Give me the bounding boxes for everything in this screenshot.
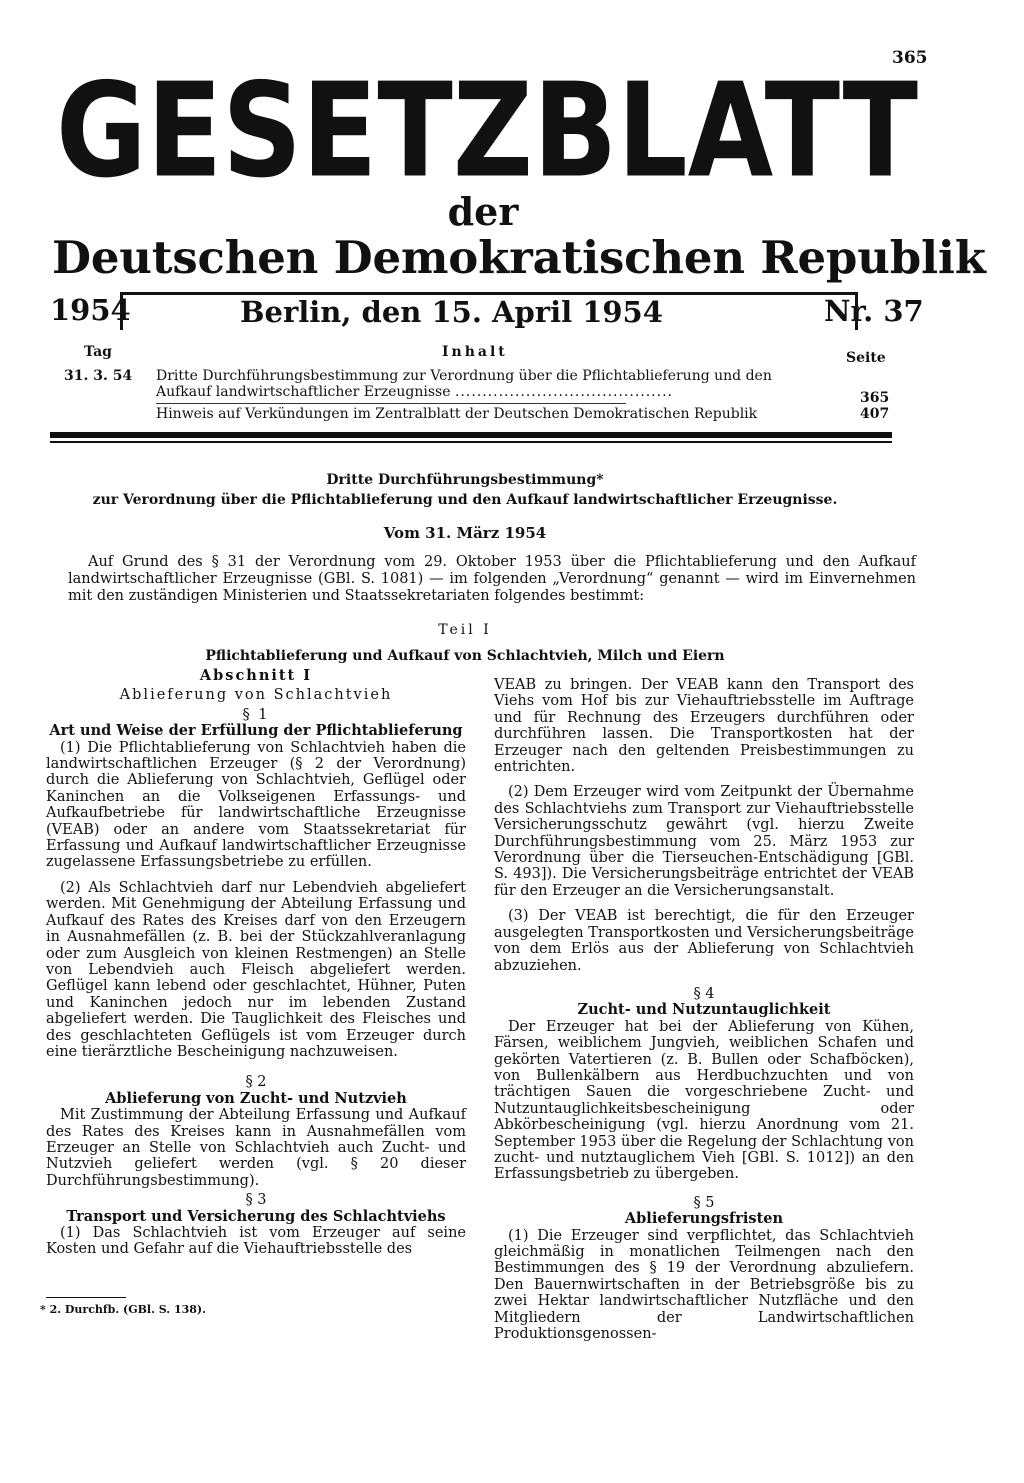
- paragraph-text: (1) Die Pflichtablieferung von Schlachtvieh haben die landwirtschaftlichen Erzeuger (§ 2 der Verordnung) durch die Ablieferung von Schlachtvieh, Geflügel oder Kaninchen an die Volkseigenen Erfassungs- und Aufkaufbetriebe für landwirtschaftliche Erzeugnisse (VEAB) oder an andere vom Staatssekretariat für Erfassung und Aufkauf landwirtschaftlicher Erzeugnisse zugelassene Erfassungsbetriebe zu erfüllen.: [46, 739, 466, 871]
- right-column: [494, 677, 914, 1342]
- paragraph-title: Transport und Versicherung des Schlachtviehs: [66, 1207, 446, 1225]
- paragraph-number: § 1: [242, 706, 270, 723]
- toc-tag-header: Tag: [84, 344, 112, 360]
- toc-entry-page: 407: [860, 406, 890, 422]
- paragraph-text: Mit Zustimmung der Abteilung Erfassung und Aufkauf des Rates des Kreises kann in Ausnahmefällen vom Erzeuger an Stelle von Schlachtvieh auch Zucht- und Nutzvieh geliefert werden (vgl. § 20 dieser Durchführungsbestimmung).: [46, 1107, 466, 1189]
- section-title: Ablieferung von Schlachtvieh: [119, 687, 393, 704]
- paragraph-title: Zucht- und Nutzuntauglichkeit: [577, 1001, 831, 1019]
- masthead-der: der: [447, 189, 519, 234]
- footnote-rule: [46, 1297, 126, 1298]
- section-heading: Abschnitt I: [199, 667, 313, 684]
- paragraph-title: Art und Weise der Erfüllung der Pflichtablieferung: [49, 722, 463, 740]
- masthead-country: Deutschen Demokratischen Republik: [52, 231, 986, 284]
- thin-rule: [50, 441, 892, 443]
- document-date: Vom 31. März 1954: [383, 524, 547, 542]
- dateline: [50, 292, 924, 332]
- toc-entry-date: 31. 3. 54: [64, 368, 133, 384]
- paragraph-title: Ablieferungsfristen: [624, 1210, 784, 1228]
- document-title-line: Dritte Durchführungsbestimmung*: [326, 472, 604, 488]
- paragraph-text: Der Erzeuger hat bei der Ablieferung von Kühen, Färsen, weiblichem Jungvieh, weiblichen Schafen und gekörten Vatertieren (z. B. Bullen oder Schafböcken), von Bullenkälbern aus Herdbuchzuchten und von trächtigen Sauen die vorgeschriebene Zucht- und Nutzuntauglichkeitsbescheinigung oder Abkörbescheinigung (vgl. hierzu Anordnung vom 21. September 1953 über die Regelung der Schlachtung von zucht- und nutztauglichem Vieh [GBl. S. 1012]) an den Erfassungsbetrieb zu übergeben.: [494, 1018, 914, 1183]
- part-heading: Teil I: [438, 622, 492, 638]
- toc-seite-header: Seite: [846, 350, 886, 366]
- toc-entry-title: Hinweis auf Verkündungen im Zentralblatt der Deutschen Demokratischen Republik: [156, 406, 758, 422]
- paragraph-title: Ablieferung von Zucht- und Nutzvieh: [105, 1089, 407, 1107]
- toc-inhalt-header: Inhalt: [442, 344, 508, 360]
- paragraph-text: (1) Die Erzeuger sind verpflichtet, das Schlachtvieh gleichmäßig in monatlichen Teilmengen nach den Bestimmungen des § 19 der Verordnung abzuliefern. Den Bauernwirtschaften in der Betriebsgröße bis zu zwei Hektar landwirtschaftlicher Nutzfläche und den Mitgliedern der Landwirtschaftlichen Produktionsgenossen-: [494, 1227, 914, 1343]
- document-title: [60, 470, 870, 510]
- paragraph-text: (3) Der VEAB ist berechtigt, die für den Erzeuger ausgelegten Transportkosten und Versicherungsbeiträge von dem Erlös aus der Ablieferung von Schlachtvieh abzuziehen.: [494, 908, 914, 974]
- toc-entry-title: [156, 368, 820, 400]
- paragraph-text: (2) Dem Erzeuger wird vom Zeitpunkt der Übernahme des Schlachtviehs zum Transport zur Viehauftriebsstelle Versicherungsschutz gewährt (vgl. hierzu Zweite Durchführungsbestimmung vom 25. März 1953 zur Verordnung über die Tierseuchen-Entschädigung [GBl. S. 493]). Die Versicherungsbeiträge entrichtet der VEAB für den Erzeuger an die Versicherungsanstalt.: [494, 784, 914, 899]
- heavy-rule: [50, 432, 892, 438]
- masthead-title: [52, 60, 922, 178]
- toc-separator: [156, 403, 626, 404]
- toc-entry-title-line: Dritte Durchführungsbestimmung zur Verordnung über die Pflichtablieferung und den: [156, 368, 772, 384]
- toc-entry-title-line: Aufkauf landwirtschaftlicher Erzeugnisse ........................................: [156, 384, 673, 400]
- page-number: 365: [892, 48, 928, 68]
- paragraph-number: § 3: [245, 1192, 267, 1209]
- paragraph-text: (2) Als Schlachtvieh darf nur Lebendvieh abgeliefert werden. Mit Genehmigung der Abteilung Erfassung und Aufkauf des Rates des Kreises darf von den Erzeugern in Ausnahmefällen (z. B. bei der Stückzahlveranlagung oder zum Ausgleich von kleinen Restmengen) an Stelle von Lebendvieh auch Fleisch abgeliefert werden. Geflügel kann lebend oder geschlachtet, Hühner, Puten und Kaninchen jedoch nur im lebenden Zustand abgeliefert werden. Die Tauglichkeit des Fleisches und des geschlachteten Geflügels ist vom Erzeuger durch eine tierärztliche Bescheinigung nachzuweisen.: [46, 879, 466, 1060]
- masthead-title-text: GESETZBLATT: [56, 60, 919, 178]
- toc-entry: [50, 368, 890, 406]
- dateline-year: 1954: [50, 293, 131, 327]
- paragraph-number: § 5: [693, 1194, 715, 1211]
- document-title-line: zur Verordnung über die Pflichtablieferung und den Aufkauf landwirtschaftlicher Erzeugnisse.: [92, 492, 838, 508]
- paragraph-text: VEAB zu bringen. Der VEAB kann den Transport des Viehs vom Hof bis zur Viehauftriebsstelle im Auftrage und für Rechnung des Erzeugers durchführen oder durchführen lassen. Die Transportkosten hat der Erzeuger nach den geltenden Preisbestimmungen zu entrichten.: [494, 677, 914, 776]
- footnote: * 2. Durchfb. (GBl. S. 138).: [40, 1303, 206, 1316]
- preamble: Auf Grund des § 31 der Verordnung vom 29. Oktober 1953 über die Pflichtablieferung und den Aufkauf landwirtschaftlicher Erzeugnisse (GBl. S. 1081) — im folgenden „Verordnung“ genannt — wird im Einvernehmen mit den zuständigen Ministerien und Staatssekretariaten folgendes bestimmt:: [68, 554, 916, 604]
- table-of-contents: [50, 344, 890, 422]
- paragraph-text: (1) Das Schlachtvieh ist vom Erzeuger auf seine Kosten und Gefahr auf die Viehauftriebsstelle des: [46, 1225, 466, 1258]
- toc-entry-page: 365: [860, 390, 890, 406]
- toc-header: [50, 344, 890, 364]
- paragraph-number: § 4: [693, 985, 715, 1002]
- part-title: Pflichtablieferung und Aufkauf von Schlachtvieh, Milch und Eiern: [205, 648, 725, 664]
- left-column: [46, 668, 466, 1258]
- dateline-place-date: Berlin, den 15. April 1954: [240, 295, 663, 329]
- dateline-issue-number: Nr. 37: [824, 294, 924, 328]
- toc-entry: [50, 406, 890, 422]
- paragraph-number: § 2: [245, 1074, 267, 1091]
